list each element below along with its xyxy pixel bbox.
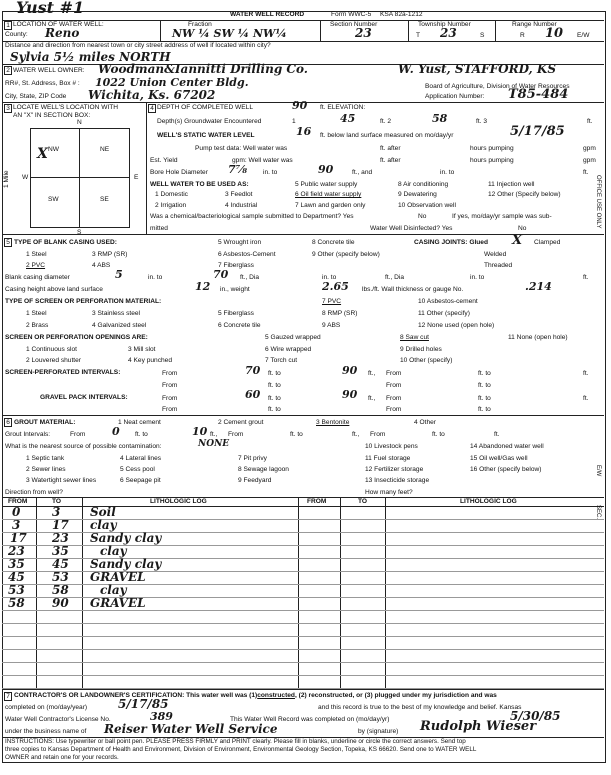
grout-int-to-3: ft. to	[432, 431, 445, 438]
completed-tail: and this record is true to the best of my knowledge and belief. Kansas	[318, 704, 522, 711]
use-6[interactable]: 6 Oil field water supply	[295, 191, 362, 198]
rule-7	[2, 689, 604, 690]
bore-in-2: in. to	[440, 169, 455, 176]
contam-15[interactable]: 15 Oil well/Gas well	[470, 455, 528, 462]
diam-in-to-3: in. to	[470, 274, 485, 281]
chem-mitted: mitted	[150, 225, 168, 232]
use-12[interactable]: 12 Other (Specify below)	[488, 191, 561, 198]
screen-3[interactable]: 3 Stainless steel	[92, 310, 141, 317]
gravel-from-4: From	[386, 406, 402, 413]
quarter-ne: NE	[100, 146, 110, 153]
screen-2[interactable]: 2 Brass	[26, 322, 49, 329]
fraction-value[interactable]: NW ¼ SW ¼ NW¼	[172, 27, 287, 40]
section-number-label: Section Number	[330, 21, 378, 28]
screen-int-to: ft. to	[268, 370, 281, 377]
grout-1[interactable]: 1 Neat cement	[118, 419, 161, 426]
yield-ft-after: ft. after	[380, 157, 401, 164]
section-box-center-h	[30, 177, 130, 178]
log-to[interactable]: 17	[52, 518, 69, 532]
gravel-ft-2: ft.	[583, 395, 589, 402]
log-from[interactable]: 3	[12, 518, 21, 532]
log-litho-header-2: LITHOLOGIC LOG	[460, 498, 517, 505]
owner-address[interactable]: 1022 Union Center Bldg.	[95, 76, 249, 89]
section-box	[30, 128, 130, 228]
screen-int-from-value[interactable]: 70	[245, 364, 261, 377]
township-s: S	[480, 32, 485, 39]
pump-ft-after: ft. after	[380, 145, 401, 152]
log-ruled-line	[2, 623, 604, 624]
opening-11[interactable]: 11 None (open hole)	[508, 334, 568, 341]
well-location-mark[interactable]: X	[37, 146, 48, 162]
diam-label: Blank casing diameter	[5, 274, 70, 281]
depth-ft: ft. ELEVATION:	[320, 104, 366, 111]
contam-11[interactable]: 11 Fuel storage	[365, 455, 411, 462]
pump-gpm: gpm	[583, 145, 596, 152]
gw-ft: ft.	[587, 118, 593, 125]
section-box-outline	[30, 128, 130, 228]
locate-label-2: AN "X" IN SECTION BOX:	[13, 112, 91, 119]
gravel-label: GRAVEL PACK INTERVALS:	[40, 394, 128, 401]
log-from[interactable]: 17	[10, 531, 27, 545]
log-desc[interactable]: GRAVEL	[90, 596, 146, 610]
bore-label: Bore Hole Diameter	[150, 169, 208, 176]
opening-4[interactable]: 4 Key punched	[128, 357, 172, 364]
grout-int-ft-2: ft.,	[352, 431, 360, 438]
gravel-from-value[interactable]: 60	[245, 388, 261, 401]
ksa-number: KSA 82a-1212	[380, 11, 423, 18]
app-label: Application Number:	[425, 93, 485, 100]
log-desc[interactable]: clay	[90, 518, 117, 532]
casing-3[interactable]: 3 RMP (SR)	[92, 251, 128, 258]
section-5-number: 5	[4, 238, 12, 247]
screen-8[interactable]: 8 RMP (SR)	[322, 310, 358, 317]
cert-label	[14, 692, 497, 700]
screen-int-label: SCREEN-PERFORATED INTERVALS:	[5, 369, 121, 376]
log-ruled-line	[2, 636, 604, 637]
grout-int-from-2: From	[228, 431, 244, 438]
screen-int-from-2: From	[386, 370, 402, 377]
log-desc[interactable]: Sandy clay	[90, 557, 162, 571]
use-10[interactable]: 10 Observation well	[398, 202, 456, 209]
depth-value[interactable]: 90	[292, 99, 308, 112]
header-divider-2	[320, 20, 321, 41]
use-4[interactable]: 4 Industrial	[225, 202, 258, 209]
section-2-number: 2	[4, 66, 12, 75]
header-divider-3	[408, 20, 409, 41]
log-from[interactable]: 0	[12, 505, 21, 519]
pump-hours: hours pumping	[470, 145, 514, 152]
range-ew: E/W	[577, 32, 590, 39]
log-from[interactable]: 23	[8, 544, 25, 558]
log-to[interactable]: 3	[52, 505, 61, 519]
joints-clamped[interactable]: Clamped	[534, 239, 561, 246]
range-label: Range Number	[512, 21, 557, 28]
yield-gpm-2: gpm	[583, 157, 596, 164]
gw-ft3: ft. 3	[476, 118, 487, 125]
contam-13[interactable]: 13 Insecticide storage	[365, 477, 430, 484]
mile-label: 1 Mile	[3, 170, 10, 188]
section-1-number: 1	[4, 21, 12, 30]
static-label: WELL'S STATIC WATER LEVEL	[157, 132, 255, 139]
joints-threaded[interactable]: Threaded	[484, 262, 513, 269]
screen-10[interactable]: 10 Asbestos-cement	[418, 298, 478, 305]
log-from-header-2: FROM	[307, 498, 327, 505]
grout-int-label: Grout Intervals:	[5, 431, 51, 438]
how-many-feet: How many feet?	[365, 489, 413, 496]
casing-6[interactable]: 6 Asbestos-Cement	[218, 251, 276, 258]
screen-6[interactable]: 6 Concrete tile	[218, 322, 261, 329]
diam-in-to-2: in. to	[322, 274, 337, 281]
screen-int-to-value[interactable]: 90	[342, 364, 358, 377]
casing-5[interactable]: 5 Wrought iron	[218, 239, 262, 246]
gravel-ft: ft.,	[368, 395, 376, 402]
height-value[interactable]: 12	[195, 280, 211, 293]
disinfected-no[interactable]: No	[518, 225, 527, 232]
license-value[interactable]: 389	[150, 710, 173, 723]
contam-5[interactable]: 5 Cess pool	[120, 466, 155, 473]
bore-ft: ft., and	[352, 169, 373, 176]
contam-14[interactable]: 14 Abandoned water well	[470, 443, 544, 450]
disinfected-label: Water Well Disinfected? Yes	[370, 225, 453, 232]
diam-in-to: in. to	[148, 274, 163, 281]
log-from[interactable]: 35	[8, 557, 25, 571]
township-label: Township Number	[418, 21, 471, 28]
direction-label: Distance and direction from nearest town or city street address of well if located within city?	[5, 42, 271, 49]
contam-9[interactable]: 9 Feedyard	[238, 477, 272, 484]
owner-name[interactable]: Woodman&Iannitti Drilling Co.	[98, 62, 308, 76]
fraction-label: Fraction	[188, 21, 212, 28]
contam-4[interactable]: 4 Lateral lines	[120, 455, 162, 462]
contam-7[interactable]: 7 Pit privy	[238, 455, 267, 462]
static-ft: ft. below land surface measured on mo/day/yr	[320, 132, 454, 139]
business-label: under the business name of	[5, 728, 87, 735]
log-to[interactable]: 53	[52, 570, 69, 584]
log-from[interactable]: 58	[8, 596, 25, 610]
joints-mark[interactable]: X	[512, 233, 523, 248]
log-from[interactable]: 53	[8, 583, 25, 597]
screen-int-ft-2: ft.	[583, 370, 589, 377]
log-desc[interactable]: Soil	[90, 505, 116, 519]
contam-16[interactable]: 16 Other (specify below)	[470, 466, 542, 473]
bore-in: in. to	[263, 169, 278, 176]
diam-ft-end: ft.	[583, 274, 589, 281]
grout-int-from-3: From	[370, 431, 386, 438]
log-litho-header: LITHOLOGIC LOG	[150, 498, 207, 505]
log-desc[interactable]: Sandy clay	[90, 531, 162, 545]
gravel-to-2: ft. to	[478, 395, 491, 402]
log-to[interactable]: 90	[52, 596, 69, 610]
county-value[interactable]: Reno	[45, 26, 80, 40]
range-r: R	[520, 32, 525, 39]
use-2[interactable]: 2 Irrigation	[155, 202, 187, 209]
direction-value[interactable]: Sylvia 5½ miles NORTH	[10, 50, 171, 64]
opening-6[interactable]: 6 Wire wrapped	[265, 346, 312, 353]
opening-9[interactable]: 9 Drilled holes	[400, 346, 442, 353]
instructions-2: three copies to Kansas Department of Health and Environment, Division of Environment, Environmental Geology Section, Topeka, KS 66620. Send one to WATER WELL	[5, 746, 477, 753]
use-label: WELL WATER TO BE USED AS:	[150, 181, 249, 188]
use-7[interactable]: 7 Lawn and garden only	[295, 202, 366, 209]
diam-ft-dia: ft., Dia	[240, 274, 260, 281]
license-label: Water Well Contractor's License No.	[5, 716, 111, 723]
header-divider-4	[495, 20, 496, 41]
diam-to[interactable]: 70	[213, 268, 229, 281]
screen-4[interactable]: 4 Galvanized steel	[92, 322, 147, 329]
contam-value[interactable]: NONE	[198, 439, 230, 449]
gw-1: 1	[292, 118, 296, 125]
log-to-header: TO	[52, 498, 62, 505]
gauge-value[interactable]: .214	[525, 280, 552, 293]
log-desc[interactable]: clay	[100, 544, 127, 558]
record-value[interactable]: 5/30/85	[510, 709, 561, 723]
casing-label: TYPE OF BLANK CASING USED:	[14, 239, 117, 246]
section-6-number: 6	[4, 418, 12, 427]
log-to[interactable]: 35	[52, 544, 69, 558]
grout-from-value[interactable]: 0	[112, 425, 120, 438]
screen-label: TYPE OF SCREEN OR PERFORATION MATERIAL:	[5, 298, 162, 305]
contam-label: What is the nearest source of possible contamination:	[5, 443, 162, 450]
chem-tail: If yes, mo/day/yr sample was sub-	[452, 213, 552, 220]
rule-5	[2, 415, 604, 416]
use-8[interactable]: 8 Air conditioning	[398, 181, 449, 188]
signature[interactable]: Rudolph Wieser	[420, 719, 537, 734]
weight-unit: lbs./ft. Wall thickness or gauge No.	[362, 286, 464, 293]
casing-1[interactable]: 1 Steel	[26, 251, 47, 258]
screen-11[interactable]: 11 Other (specify)	[418, 310, 470, 317]
grout-int-ft: ft.,	[210, 431, 218, 438]
grout-2[interactable]: 2 Cement grout	[218, 419, 264, 426]
screen-5[interactable]: 5 Fiberglass	[218, 310, 254, 317]
opening-5[interactable]: 5 Gauzed wrapped	[265, 334, 321, 341]
height-label: Casing height above land surface	[5, 286, 103, 293]
casing-4[interactable]: 4 ABS	[92, 262, 111, 269]
diam-value[interactable]: 5	[115, 268, 123, 281]
range-value[interactable]: 10	[545, 26, 564, 41]
log-ruled-line	[2, 662, 604, 663]
bore-value[interactable]: 7⅞	[228, 163, 248, 176]
screen-int-to-4: ft. to	[478, 382, 491, 389]
office-use-label: OFFICE USE ONLY	[595, 175, 601, 229]
opening-8[interactable]: 8 Saw cut	[400, 334, 429, 341]
gw-label: Depth(s) Groundwater Encountered	[157, 118, 262, 125]
grout-int-ft-3: ft.	[494, 431, 500, 438]
contam-2[interactable]: 2 Sewer lines	[26, 466, 66, 473]
compass-w: W	[22, 174, 29, 181]
height-in: in., weight	[220, 286, 250, 293]
header-divider-1	[160, 20, 161, 41]
screen-12[interactable]: 12 None used (open hole)	[418, 322, 495, 329]
weight-value[interactable]: 2.65	[322, 280, 349, 293]
yield-label: Est. Yield	[150, 157, 178, 164]
compass-n: N	[77, 119, 82, 126]
section-3-divider	[146, 102, 147, 234]
owner-city[interactable]: Wichita, Ks. 67202	[88, 88, 216, 102]
gravel-to-3: ft. to	[268, 406, 281, 413]
gravel-to-4: ft. to	[478, 406, 491, 413]
log-desc[interactable]: GRAVEL	[90, 570, 146, 584]
use-3[interactable]: 3 Feedlot	[225, 191, 253, 198]
gravel-from-3: From	[162, 406, 178, 413]
use-9[interactable]: 9 Dewatering	[398, 191, 437, 198]
quarter-nw: NW	[48, 146, 59, 153]
contam-12[interactable]: 12 Fertilizer storage	[365, 466, 424, 473]
table-row	[0, 572, 611, 585]
grout-int-from: From	[70, 431, 86, 438]
screen-int-to-3: ft. to	[268, 382, 281, 389]
openings-label: SCREEN OR PERFORATION OPENINGS ARE:	[5, 334, 148, 341]
opening-7[interactable]: 7 Torch cut	[265, 357, 298, 364]
opening-2[interactable]: 2 Louvered shutter	[26, 357, 81, 364]
contam-1[interactable]: 1 Septic tank	[26, 455, 65, 462]
opening-10[interactable]: 10 Other (specify)	[400, 357, 453, 364]
location-label: LOCATION OF WATER WELL:	[13, 21, 104, 28]
casing-7[interactable]: 7 Fiberglass	[218, 262, 254, 269]
county-label: County:	[5, 31, 28, 38]
compass-s: S	[77, 229, 82, 236]
screen-int-from-3: From	[162, 382, 178, 389]
grout-int-to-2: ft. to	[290, 431, 303, 438]
table-row	[0, 598, 611, 611]
log-from[interactable]: 45	[8, 570, 25, 584]
gw-ft2: ft. 2	[380, 118, 391, 125]
log-to[interactable]: 58	[52, 583, 69, 597]
section-4-number: 4	[148, 104, 156, 113]
bore-ft-2: ft.	[583, 169, 589, 176]
grout-int-to: ft. to	[135, 431, 148, 438]
gw-1-value[interactable]: 45	[340, 112, 356, 125]
section-3-number: 3	[4, 104, 12, 113]
quarter-se: SE	[100, 196, 109, 203]
completed-label: completed on (mo/day/year)	[5, 704, 88, 711]
gravel-to: ft. to	[268, 395, 281, 402]
table-row	[0, 533, 611, 546]
yield-gpm: gpm: Well water was	[232, 157, 293, 164]
section-7-number: 7	[4, 692, 12, 701]
township-value[interactable]: 23	[440, 26, 457, 40]
casing-8[interactable]: 8 Concrete tile	[312, 239, 355, 246]
depth-label: DEPTH OF COMPLETED WELL	[157, 104, 253, 111]
owner-label: WATER WELL OWNER:	[13, 67, 85, 74]
signature-label: by (signature)	[358, 728, 399, 735]
contam-6[interactable]: 6 Seepage pit	[120, 477, 161, 484]
use-11[interactable]: 11 Injection well	[488, 181, 535, 188]
instructions-3: OWNER and retain one for your records.	[5, 754, 119, 761]
gravel-from-2: From	[386, 395, 402, 402]
cert-label-text: CONTRACTOR'S OR LANDOWNER'S CERTIFICATION: This water well was (1)	[14, 692, 258, 699]
opening-1[interactable]: 1 Continuous slot	[26, 346, 77, 353]
use-1[interactable]: 1 Domestic	[155, 191, 188, 198]
grout-4[interactable]: 4 Other	[414, 419, 436, 426]
screen-int-to-2: ft. to	[478, 370, 491, 377]
screen-7[interactable]: 7 PVC	[322, 298, 342, 305]
chem-no[interactable]: No	[418, 213, 427, 220]
log-ruled-line	[2, 675, 604, 676]
log-from-header: FROM	[8, 498, 28, 505]
screen-int-from-4: From	[386, 382, 402, 389]
log-to-header-2: TO	[358, 498, 368, 505]
screen-9[interactable]: 9 ABS	[322, 322, 341, 329]
contam-10[interactable]: 10 Livestock pens	[365, 443, 418, 450]
handwritten-title: Yust #1	[16, 0, 85, 17]
chem-label: Was a chemical/bacteriological sample submitted to Department? Yes	[150, 213, 354, 220]
locate-label: LOCATE WELL'S LOCATION WITH	[13, 104, 119, 111]
grout-3[interactable]: 3 Bentonite	[316, 419, 350, 426]
pump-label: Pump test data: Well water was	[195, 145, 288, 152]
screen-1[interactable]: 1 Steel	[26, 310, 47, 317]
opening-3[interactable]: 3 Mill slot	[128, 346, 156, 353]
quarter-sw: SW	[48, 196, 59, 203]
diam-ft-dia-2: ft., Dia	[385, 274, 405, 281]
grout-label: GROUT MATERIAL:	[14, 419, 76, 426]
business-value[interactable]: Reiser Water Well Service	[104, 722, 278, 736]
joints-label: CASING JOINTS: Glued	[414, 239, 489, 246]
contam-3[interactable]: 3 Watertight sewer lines	[26, 477, 97, 484]
owner-name-2[interactable]: W. Yust, STAFFORD, KS	[398, 62, 557, 76]
yield-hours: hours pumping	[470, 157, 514, 164]
completed-value[interactable]: 5/17/85	[118, 697, 169, 711]
log-desc[interactable]: clay	[100, 583, 127, 597]
cert-constructed: constructed	[257, 692, 295, 699]
use-5[interactable]: 5 Public water supply	[295, 181, 358, 188]
margin-sec-label: SEC.	[595, 505, 601, 520]
section-value[interactable]: 23	[355, 26, 372, 40]
township-t: T	[416, 32, 421, 39]
board-label: Board of Agriculture, Division of Water Resources	[425, 83, 570, 90]
gw-2-value[interactable]: 58	[432, 112, 448, 125]
grout-to-value[interactable]: 10	[192, 425, 208, 438]
casing-2[interactable]: 2 PVC	[26, 262, 46, 269]
screen-int-from: From	[162, 370, 178, 377]
record-label: This Water Well Record was completed on (mo/day/yr)	[230, 716, 390, 723]
gravel-to-value[interactable]: 90	[342, 388, 358, 401]
log-to[interactable]: 45	[52, 557, 69, 571]
casing-9[interactable]: 9 Other (specify below)	[312, 251, 380, 258]
city-label: City, State, ZIP Code	[5, 93, 67, 100]
cert-tail: , (2) reconstructed, or (3) plugged under my jurisdiction and was	[294, 692, 497, 699]
form-title: WATER WELL RECORD	[230, 11, 305, 18]
log-to[interactable]: 23	[52, 531, 69, 545]
static-date[interactable]: 5/17/85	[510, 124, 565, 139]
form-number: Form WWC-5	[331, 11, 372, 18]
app-number[interactable]: T85-484	[508, 87, 569, 102]
screen-int-ft: ft.,	[368, 370, 376, 377]
rr-label: RR#, St. Address, Box # :	[5, 80, 80, 87]
instructions-1: INSTRUCTIONS: Use typewriter or ball point pen. PLEASE PRESS FIRMLY and PRINT clearly. Please fill in blanks, underline or circle the correct answers. Send top	[5, 738, 466, 745]
joints-welded[interactable]: Welded	[484, 251, 507, 258]
compass-e: E	[134, 174, 139, 181]
contam-8[interactable]: 8 Sewage lagoon	[238, 466, 289, 473]
margin-ew-label: E/W	[595, 465, 601, 477]
direction-from-well: Direction from well?	[5, 489, 63, 496]
gravel-from: From	[162, 395, 178, 402]
section-box-center-v	[79, 128, 80, 228]
static-value[interactable]: 16	[296, 125, 312, 138]
bore-to[interactable]: 90	[318, 163, 334, 176]
log-ruled-line	[2, 649, 604, 650]
